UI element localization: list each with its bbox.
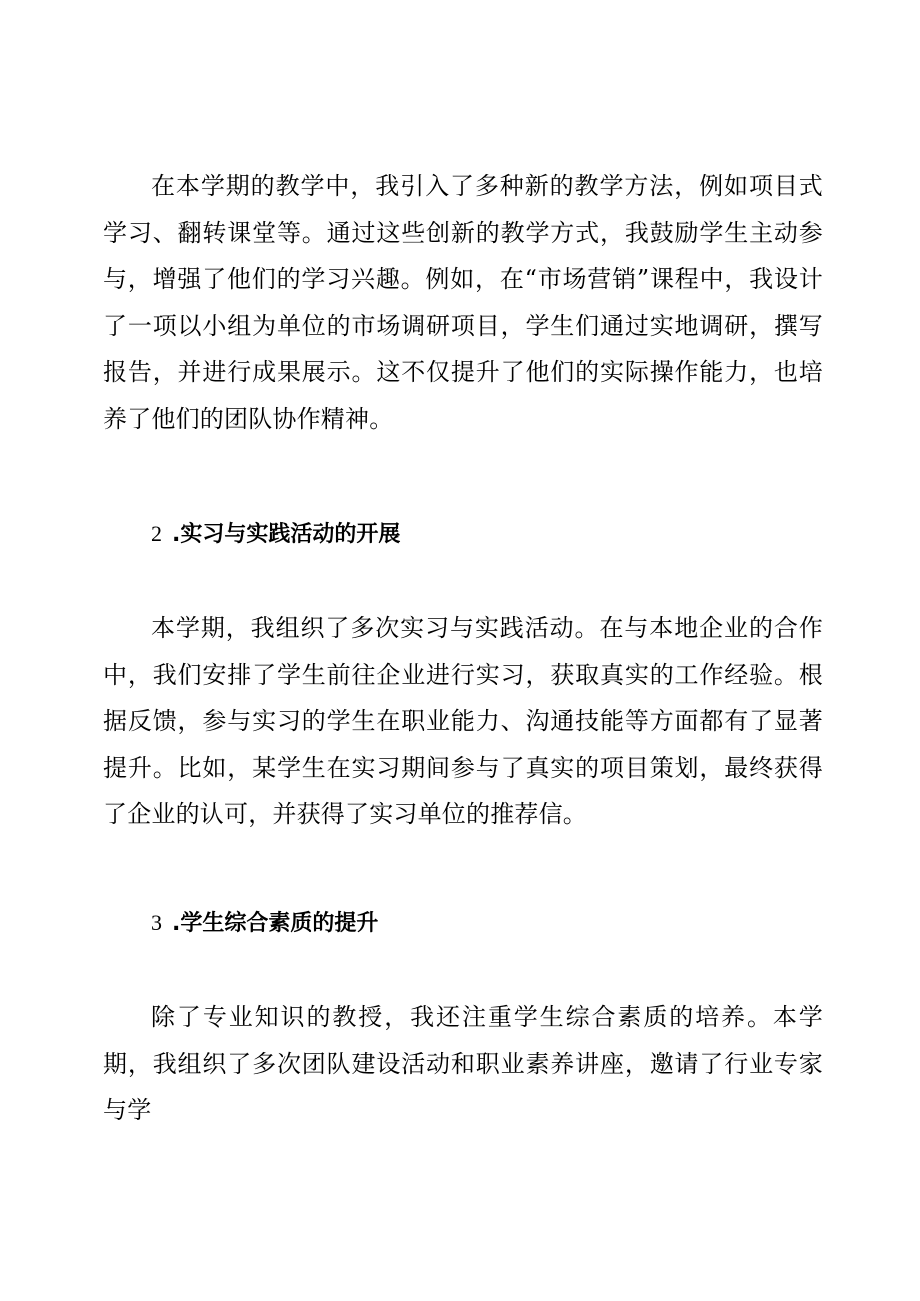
section-number: 2 [151, 521, 162, 546]
paragraph-internship: 本学期，我组织了多次实习与实践活动。在与本地企业的合作中，我们安排了学生前往企业进行实习，获取真实的工作经验。根据反馈，参与实习的学生在职业能力、沟通技能等方面都有了显著提升。比如，某学生在实习期间参与了真实的项目策划，最终获得了企业的认可，并获得了实习单位的推荐信。 [103, 614, 823, 828]
section-heading-internship [151, 519, 400, 550]
section-number: 3 [151, 910, 162, 935]
section-title: .学生综合素质的提升 [172, 911, 379, 936]
paragraph-teaching-methods: 在本学期的教学中，我引入了多种新的教学方法，例如项目式学习、翻转课堂等。通过这些创新的教学方式，我鼓励学生主动参与，增强了他们的学习兴趣。例如，在“市场营销”课程中，我设计了一项以小组为单位的市场调研项目，学生们通过实地调研，撰写报告，并进行成果展示。这不仅提升了他们的实际操作能力，也培养了他们的团队协作精神。 [103, 172, 823, 433]
section-heading-quality [151, 908, 378, 939]
paragraph-quality: 除了专业知识的教授，我还注重学生综合素质的培养。本学期，我组织了多次团队建设活动和职业素养讲座，邀请了行业专家与学 [103, 1003, 823, 1124]
section-title: .实习与实践活动的开展 [172, 522, 401, 547]
